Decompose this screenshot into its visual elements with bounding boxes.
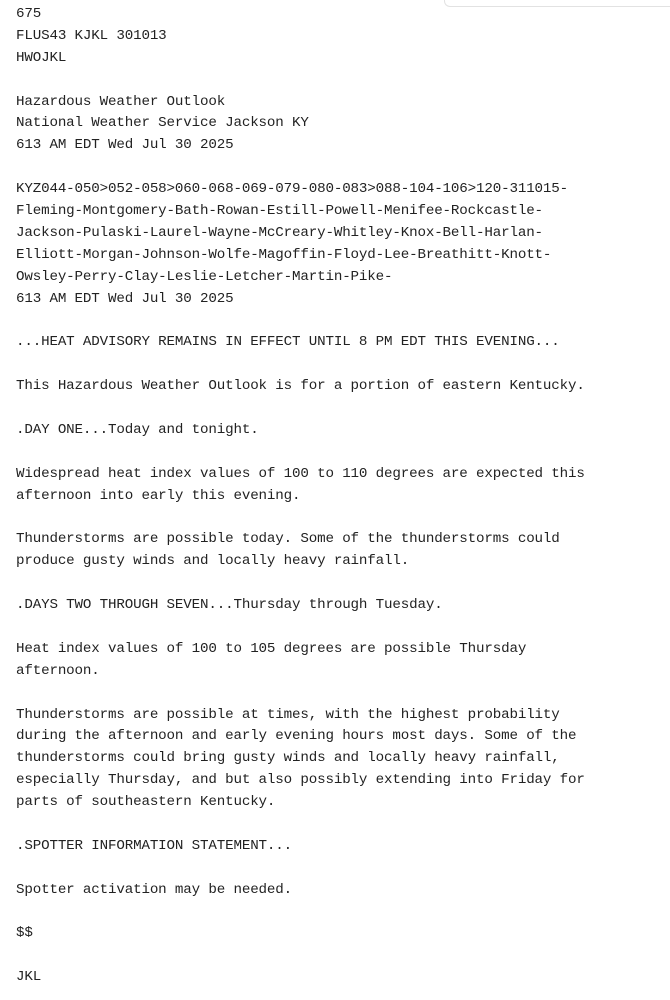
bulletin-line: Owsley-Perry-Clay-Leslie-Letcher-Martin-Pike- <box>16 268 393 285</box>
bulletin-line <box>16 683 666 705</box>
bulletin-line: during the afternoon and early evening hours most days. Some of the <box>16 728 577 745</box>
bulletin-line: 613 AM EDT Wed Jul 30 2025 <box>16 137 234 154</box>
bulletin-line: Thunderstorms are possible today. Some of the thunderstorms could <box>16 531 560 548</box>
bulletin-line <box>16 945 666 967</box>
bulletin-line: Thunderstorms are possible at times, with the highest probability <box>16 706 560 723</box>
bulletin-line: especially Thursday, and but also possibly extending into Friday for <box>16 772 585 789</box>
bulletin-line <box>16 814 666 836</box>
bulletin-line: .SPOTTER INFORMATION STATEMENT... <box>16 837 293 854</box>
bulletin-line: This Hazardous Weather Outlook is for a portion of eastern Kentucky. <box>16 378 585 395</box>
bulletin-line: Widespread heat index values of 100 to 110 degrees are expected this <box>16 465 585 482</box>
bulletin-line: Jackson-Pulaski-Laurel-Wayne-McCreary-Whitley-Knox-Bell-Harlan- <box>16 224 543 241</box>
bulletin-line <box>16 442 666 464</box>
bulletin-line: $$ <box>16 925 33 942</box>
bulletin-line: produce gusty winds and locally heavy rainfall. <box>16 553 410 570</box>
bulletin-line: parts of southeastern Kentucky. <box>16 794 276 811</box>
bulletin-line: Elliott-Morgan-Johnson-Wolfe-Magoffin-Floyd-Lee-Breathitt-Knott- <box>16 246 552 263</box>
weather-outlook-text <box>16 4 666 989</box>
bulletin-line <box>16 617 666 639</box>
bulletin-line: National Weather Service Jackson KY <box>16 115 309 132</box>
bulletin-line: thunderstorms could bring gusty winds and locally heavy rainfall, <box>16 750 560 767</box>
bulletin-line <box>16 70 666 92</box>
bulletin-line: FLUS43 KJKL 301013 <box>16 27 167 44</box>
bulletin-line <box>16 157 666 179</box>
bulletin-line: Fleming-Montgomery-Bath-Rowan-Estill-Powell-Menifee-Rockcastle- <box>16 203 543 220</box>
bulletin-line: 613 AM EDT Wed Jul 30 2025 <box>16 290 234 307</box>
bulletin-line: .DAYS TWO THROUGH SEVEN...Thursday through Tuesday. <box>16 597 443 614</box>
bulletin-line: HWOJKL <box>16 49 67 66</box>
bulletin-line: afternoon. <box>16 662 100 679</box>
bulletin-line: Spotter activation may be needed. <box>16 881 293 898</box>
bulletin-line <box>16 507 666 529</box>
bulletin-line: afternoon into early this evening. <box>16 487 301 504</box>
bulletin-line <box>16 573 666 595</box>
bulletin-line: KYZ044-050>052-058>060-068-069-079-080-083>088-104-106>120-311015- <box>16 181 569 198</box>
bulletin-line <box>16 858 666 880</box>
bulletin-line: JKL <box>16 969 42 986</box>
bulletin-line <box>16 398 666 420</box>
bulletin-line: ...HEAT ADVISORY REMAINS IN EFFECT UNTIL 8 PM EDT THIS EVENING... <box>16 334 560 351</box>
bulletin-line <box>16 902 666 924</box>
bulletin-line: 675 <box>16 6 42 22</box>
bulletin-line <box>16 310 666 332</box>
bulletin-line: Hazardous Weather Outlook <box>16 93 226 110</box>
bulletin-line: .DAY ONE...Today and tonight. <box>16 421 259 438</box>
bulletin-line: Heat index values of 100 to 105 degrees are possible Thursday <box>16 640 527 657</box>
bulletin-line <box>16 354 666 376</box>
